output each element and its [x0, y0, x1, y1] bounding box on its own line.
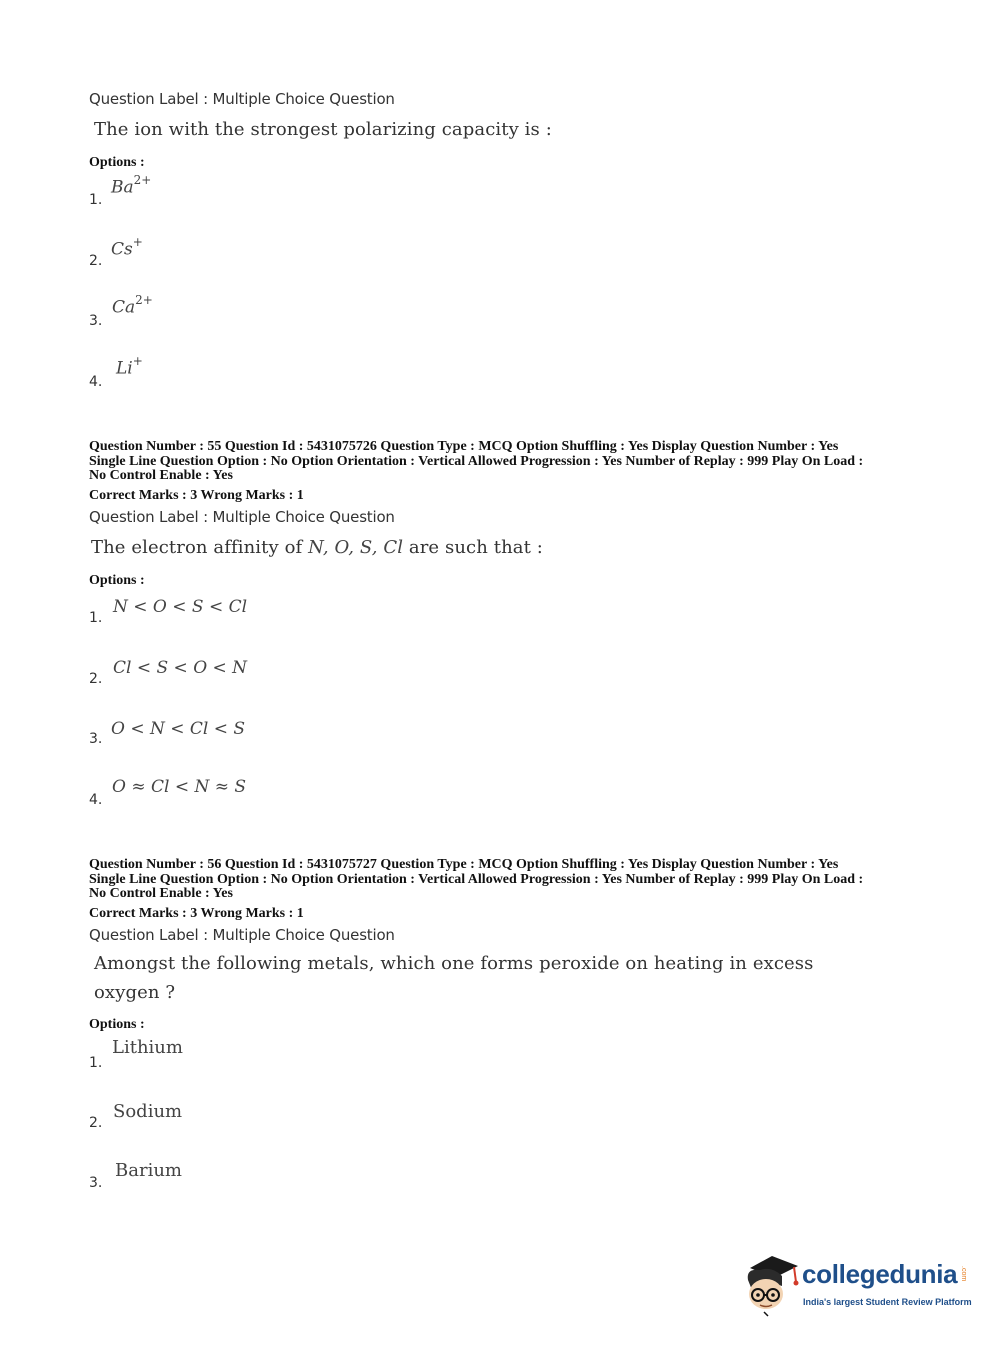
option-1[interactable]: $Ba^{2+}$ — [111, 173, 152, 198]
question-label: Question Label : Multiple Choice Question — [89, 926, 395, 944]
options-heading: Options : — [89, 573, 145, 588]
option-number: 1. — [89, 1055, 103, 1071]
question-text: The ion with the strongest polarizing capacity is : — [94, 119, 552, 140]
option-number: 4. — [89, 374, 103, 390]
question-label: Question Label : Multiple Choice Question — [89, 508, 395, 526]
options-heading: Options : — [89, 155, 145, 170]
option-number: 3. — [89, 313, 103, 329]
option-3[interactable]: O < N < Cl < S — [111, 719, 246, 739]
logo-dotcom: .com — [960, 1266, 967, 1282]
question-text: The electron affinity of N, O, S, Cl are such that : — [91, 537, 543, 558]
question-label: Question Label : Multiple Choice Question — [89, 90, 395, 108]
option-3[interactable]: $Ca^{2+}$ — [112, 293, 153, 318]
option-number: 2. — [89, 253, 103, 269]
question-meta: Question Number : 56 Question Id : 5431075727 Question Type : MCQ Option Shuffling : Yes Display Question Number : Yes Single Line Question Option : No Option Orientation : Vertical Allowed Progression : Yes Number of Replay : 999 Play On Load : No Control Enable : Yes — [89, 857, 864, 901]
option-4[interactable]: O ≈ Cl < N ≈ S — [112, 777, 247, 797]
option-number: 4. — [89, 792, 103, 808]
options-heading: Options : — [89, 1017, 145, 1032]
option-number: 3. — [89, 1175, 103, 1191]
question-text: Amongst the following metals, which one forms peroxide on heating in excess oxygen ? — [94, 953, 814, 1003]
option-number: 2. — [89, 1115, 103, 1131]
option-1[interactable]: Lithium — [112, 1037, 183, 1058]
option-3[interactable]: Barium — [115, 1160, 182, 1181]
option-number: 3. — [89, 731, 103, 747]
collegedunia-logo[interactable] — [742, 1250, 972, 1320]
option-4[interactable]: Li+ — [116, 354, 143, 379]
marks-info: Correct Marks : 3 Wrong Marks : 1 — [89, 488, 304, 503]
question-meta: Question Number : 55 Question Id : 5431075726 Question Type : MCQ Option Shuffling : Yes Display Question Number : Yes Single Line Question Option : No Option Orientation : Vertical Allowed Progression : Yes Number of Replay : 999 Play On Load : No Control Enable : Yes — [89, 439, 864, 483]
marks-info: Correct Marks : 3 Wrong Marks : 1 — [89, 906, 304, 921]
option-2[interactable]: Sodium — [113, 1101, 183, 1122]
logo-tagline: India's largest Student Review Platform — [803, 1297, 972, 1307]
mascot-icon — [742, 1250, 802, 1320]
option-2[interactable]: Cl < S < O < N — [113, 658, 248, 678]
option-2[interactable]: Cs+ — [111, 235, 143, 260]
option-number: 2. — [89, 671, 103, 687]
option-1[interactable]: N < O < S < Cl — [113, 597, 248, 617]
option-number: 1. — [89, 610, 103, 626]
logo-wordmark: collegedunia — [802, 1259, 958, 1289]
option-number: 1. — [89, 192, 103, 208]
